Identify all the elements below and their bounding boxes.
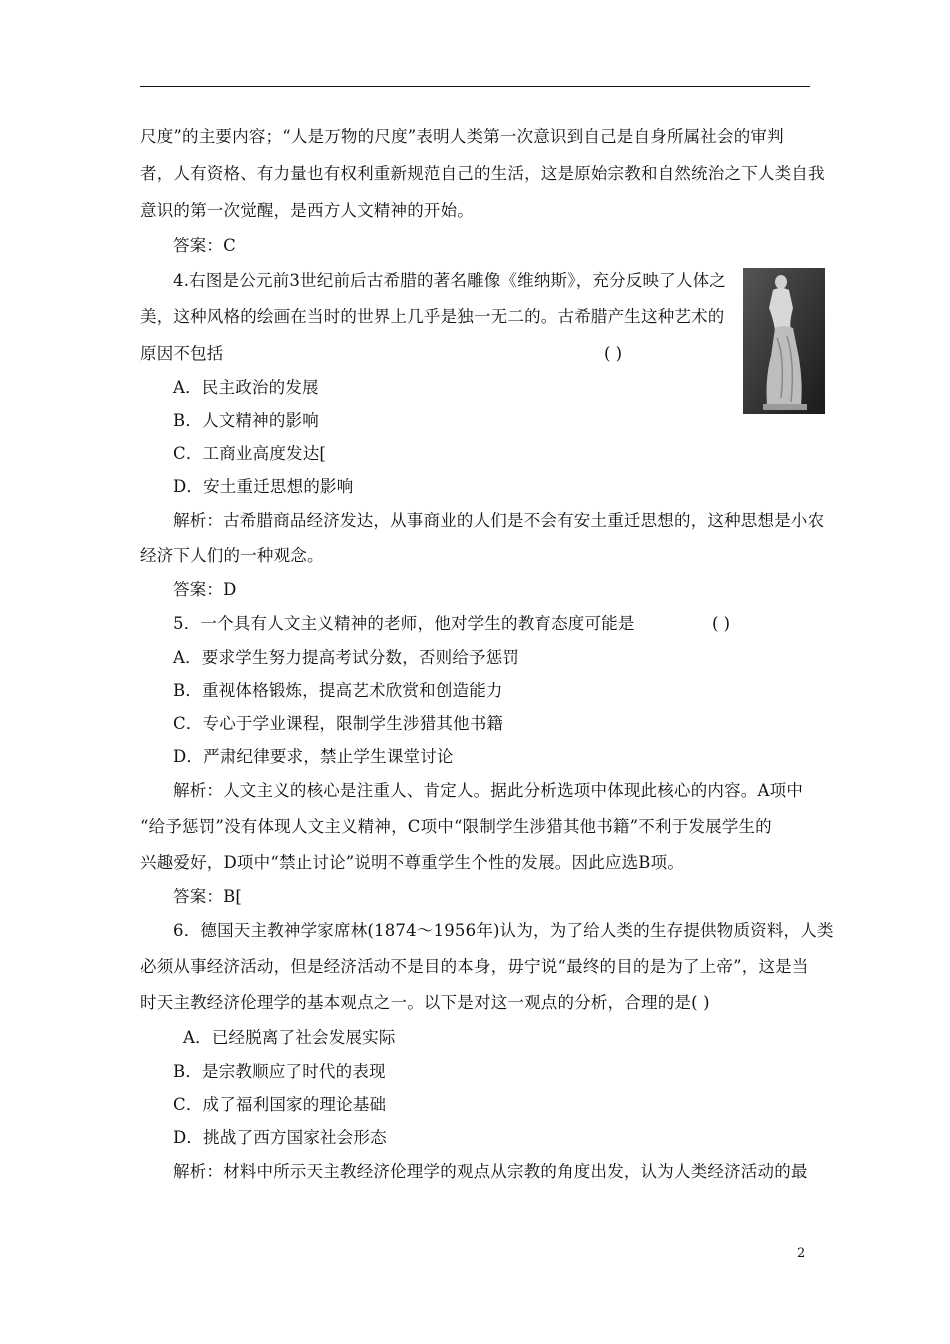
q4-analysis-line-2: 经济下人们的一种观念。 bbox=[140, 546, 324, 565]
q5-answer-paren: ( ) bbox=[712, 614, 731, 633]
q4-analysis-line-1: 解析：古希腊商品经济发达，从事商业的人们是不会有安土重迁思想的，这种思想是小农 bbox=[173, 511, 825, 530]
q5-option-b: B．重视体格锻炼，提高艺术欣赏和创造能力 bbox=[173, 681, 503, 700]
q5-option-a: A．要求学生努力提高考试分数，否则给予惩罚 bbox=[173, 648, 520, 667]
q6-option-b: B．是宗教顺应了时代的表现 bbox=[173, 1062, 386, 1081]
q5-option-c: C．专心于学业课程，限制学生涉猎其他书籍 bbox=[173, 714, 504, 733]
q6-stem-line-3: 时天主教经济伦理学的基本观点之一。以下是对这一观点的分析，合理的是( ) bbox=[140, 993, 710, 1012]
q4-option-d: D．安土重迁思想的影响 bbox=[173, 477, 354, 496]
q6-option-a: A．已经脱离了社会发展实际 bbox=[183, 1028, 396, 1047]
q5-analysis-line-2: “给予惩罚”没有体现人文主义精神，C项中“限制学生涉猎其他书籍”不利于发展学生的 bbox=[140, 817, 772, 836]
q4-stem-line-1: 4.右图是公元前3世纪前后古希腊的著名雕像《维纳斯》，充分反映了人体之 bbox=[173, 271, 726, 290]
intro-line-1: 尺度”的主要内容；“人是万物的尺度”表明人类第一次意识到自己是自身所属社会的审判 bbox=[140, 127, 784, 146]
header-rule bbox=[140, 86, 810, 87]
q4-option-a: A．民主政治的发展 bbox=[173, 378, 319, 397]
q4-option-c: C．工商业高度发达[ bbox=[173, 444, 327, 463]
q5-analysis-line-1: 解析：人文主义的核心是注重人、肯定人。据此分析选项中体现此核心的内容。A项中 bbox=[173, 781, 804, 800]
q4-answer: 答案：D bbox=[173, 580, 237, 599]
q6-analysis-line-1: 解析：材料中所示天主教经济伦理学的观点从宗教的角度出发，认为人类经济活动的最 bbox=[173, 1162, 808, 1181]
q5-stem: 5．一个具有人文主义精神的老师，他对学生的教育态度可能是 bbox=[173, 614, 635, 633]
q4-stem-line-2: 美，这种风格的绘画在当时的世界上几乎是独一无二的。古希腊产生这种艺术的 bbox=[140, 307, 725, 326]
intro-line-2: 者，人有资格、有力量也有权利重新规范自己的生活，这是原始宗教和自然统治之下人类自我 bbox=[140, 164, 825, 183]
venus-statue-image bbox=[743, 268, 825, 414]
q6-option-d: D．挑战了西方国家社会形态 bbox=[173, 1128, 387, 1147]
q5-option-d: D．严肃纪律要求，禁止学生课堂讨论 bbox=[173, 747, 454, 766]
intro-line-3: 意识的第一次觉醒，是西方人文精神的开始。 bbox=[140, 201, 474, 220]
q6-option-c: C．成了福利国家的理论基础 bbox=[173, 1095, 387, 1114]
q4-option-b: B．人文精神的影响 bbox=[173, 411, 319, 430]
q6-stem-line-2: 必须从事经济活动，但是经济活动不是目的本身，毋宁说“最终的目的是为了上帝”，这是当 bbox=[140, 957, 809, 976]
q5-answer: 答案：B[ bbox=[173, 887, 243, 906]
page-number: 2 bbox=[797, 1246, 806, 1261]
q4-stem-line-3: 原因不包括 bbox=[140, 344, 224, 363]
q5-analysis-line-3: 兴趣爱好，D项中“禁止讨论”说明不尊重学生个性的发展。因此应选B项。 bbox=[140, 853, 685, 872]
q4-answer-paren: ( ) bbox=[604, 344, 623, 363]
intro-answer: 答案：C bbox=[173, 236, 236, 255]
q6-stem-line-1: 6．德国天主教神学家席林(1874～1956年)认为，为了给人类的生存提供物质资料，人类 bbox=[173, 921, 834, 940]
